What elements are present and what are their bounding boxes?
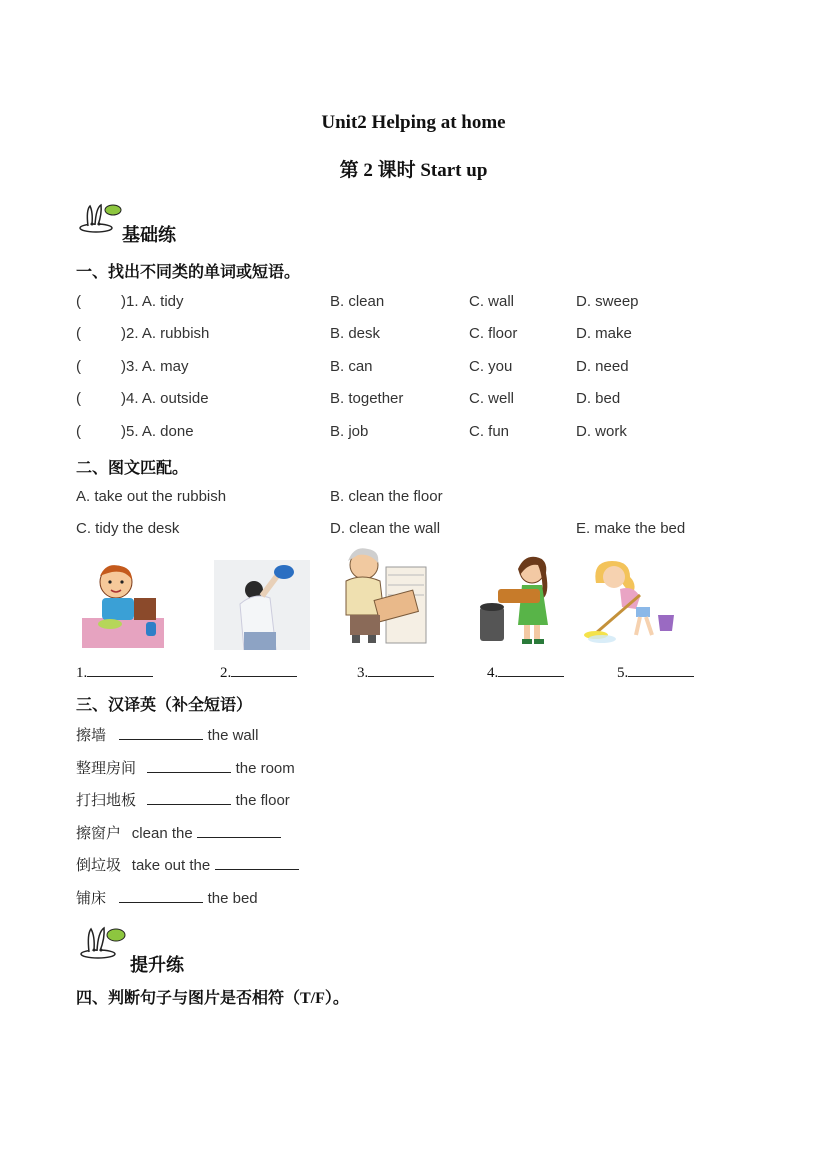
translation-blank[interactable] [147, 790, 231, 805]
page-title: Unit2 Helping at home [321, 112, 506, 133]
option-d: D. sweep [576, 293, 639, 310]
option-a: )4. A. outside [121, 390, 209, 407]
picture-answer-4 [487, 662, 564, 682]
picture-answer-1 [76, 662, 153, 682]
option-a: )5. A. done [121, 423, 194, 440]
english-fragment: clean the [131, 825, 193, 842]
answer-blank[interactable] [628, 662, 694, 677]
translation-blank[interactable] [119, 888, 203, 903]
answer-number: 3. [357, 665, 369, 681]
picture-answer-2 [220, 662, 297, 682]
answer-paren: ( [76, 390, 81, 407]
match-option-b: B. clean the floor [330, 488, 443, 505]
answer-blank[interactable] [498, 662, 564, 677]
answer-number: 1. [76, 665, 88, 681]
option-c: C. you [469, 358, 513, 375]
english-fragment: the bed [207, 890, 258, 907]
translation-item [76, 854, 299, 875]
translation-item [76, 757, 295, 778]
section2-heading: 二、图文匹配。 [76, 460, 189, 477]
english-fragment: the floor [235, 792, 290, 809]
picture-answer-3 [357, 662, 434, 682]
option-b: B. together [330, 390, 404, 407]
girl-take-out-rubbish-image [478, 555, 564, 647]
answer-blank[interactable] [231, 662, 297, 677]
option-c: C. well [469, 390, 515, 407]
option-d: D. make [576, 325, 632, 342]
lesson-subtitle: 第 2 课时 Start up [339, 160, 488, 181]
chinese-phrase: 倒垃圾 [76, 856, 122, 874]
answer-paren: ( [76, 293, 81, 310]
section3-heading: 三、汉译英（补全短语） [76, 697, 253, 714]
option-a: )3. A. may [121, 358, 189, 375]
grandma-make-bed-image [332, 545, 428, 647]
translation-blank[interactable] [147, 758, 231, 773]
section1-heading: 一、找出不同类的单词或短语。 [76, 264, 301, 281]
option-b: B. can [330, 358, 373, 375]
translation-blank[interactable] [215, 855, 299, 870]
answer-number: 2. [220, 665, 232, 681]
option-b: B. clean [330, 293, 385, 310]
answer-number: 5. [617, 665, 629, 681]
match-option-c: C. tidy the desk [76, 520, 180, 537]
option-c: C. floor [469, 325, 518, 342]
chinese-phrase: 整理房间 [76, 759, 137, 777]
picture-answer-5 [617, 662, 694, 682]
translation-item [76, 887, 258, 908]
option-c: C. fun [469, 423, 510, 440]
translation-item [76, 822, 281, 843]
match-option-d: D. clean the wall [330, 520, 441, 537]
translation-blank[interactable] [197, 823, 281, 838]
answer-paren: ( [76, 325, 81, 342]
section4-heading: 四、判断句子与图片是否相符（T/F）。 [76, 990, 349, 1007]
translation-item [76, 789, 290, 810]
english-fragment: the wall [207, 727, 259, 744]
bunny-badge-icon [76, 202, 122, 234]
chinese-phrase: 打扫地板 [76, 791, 137, 809]
match-option-a: A. take out the rubbish [76, 488, 227, 505]
option-d: D. bed [576, 390, 621, 407]
level-advanced-label: 提升练 [130, 955, 184, 975]
match-option-e: E. make the bed [576, 520, 686, 537]
bunny-badge-icon [76, 926, 126, 960]
answer-paren: ( [76, 358, 81, 375]
answer-paren: ( [76, 423, 81, 440]
english-fragment: the room [235, 760, 295, 777]
option-d: D. work [576, 423, 627, 440]
option-c: C. wall [469, 293, 515, 310]
option-b: B. desk [330, 325, 381, 342]
translation-item [76, 724, 258, 745]
chinese-phrase: 铺床 [76, 889, 107, 907]
answer-blank[interactable] [368, 662, 434, 677]
boy-tidy-desk-image [82, 560, 166, 650]
girl-clean-floor-image [582, 555, 682, 647]
answer-blank[interactable] [87, 662, 153, 677]
option-d: D. need [576, 358, 629, 375]
english-fragment: take out the [131, 857, 211, 874]
chinese-phrase: 擦窗户 [76, 824, 122, 842]
answer-number: 4. [487, 665, 499, 681]
option-b: B. job [330, 423, 369, 440]
level-basic-label: 基础练 [122, 225, 176, 245]
chinese-phrase: 擦墙 [76, 726, 107, 744]
option-a: )1. A. tidy [121, 293, 184, 310]
woman-clean-wall-image [214, 560, 310, 650]
option-a: )2. A. rubbish [121, 325, 210, 342]
translation-blank[interactable] [119, 725, 203, 740]
